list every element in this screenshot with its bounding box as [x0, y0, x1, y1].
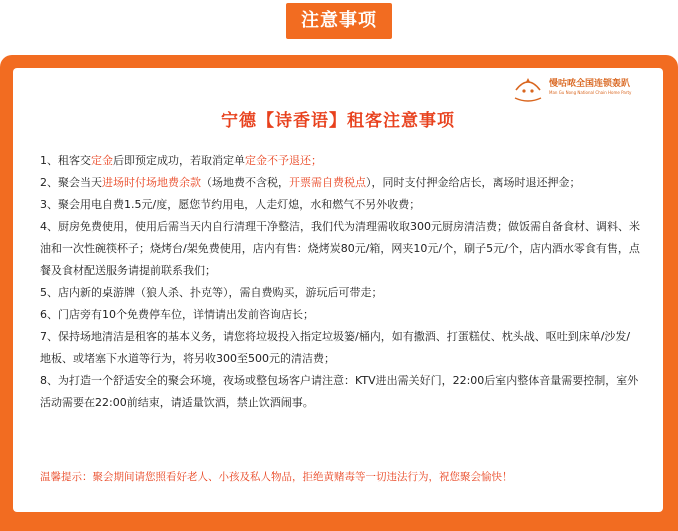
- rule-item: [40, 150, 640, 172]
- rule-emphasis-text: 进场时付场地费余款: [102, 176, 201, 189]
- rule-text: 8、为打造一个舒适安全的聚会环境，夜场或整包场客户请注意：KTV进出需关好门，22:00后室内整体音量需要控制，室外活动需要在22:00前结束，请适量饮酒，禁止饮酒闹事。: [40, 374, 639, 409]
- notice-card: [13, 68, 663, 512]
- rule-text: 2、聚会当天: [40, 176, 102, 189]
- rule-item: [40, 194, 640, 216]
- rule-item: [40, 216, 640, 282]
- brand-logo-mark-icon: [511, 76, 545, 102]
- brand-name: 慢咕哝全国连锁轰趴: [549, 79, 631, 89]
- rule-item: [40, 172, 640, 194]
- warm-tip: 温馨提示：聚会期间请您照看好老人、小孩及私人物品，拒绝黄赌毒等一切违法行为，祝您聚会愉快！: [40, 471, 513, 483]
- rule-text: 7、保持场地清洁是租客的基本义务，请您将垃圾投入指定垃圾篓/桶内，如有撒酒、打蛋糕仗、枕头战、呕吐到床单/沙发/地板、或堵塞下水道等行为，将另收300至500元的清洁费；: [40, 330, 631, 365]
- rule-item: [40, 282, 640, 304]
- rule-item: [40, 370, 640, 414]
- rule-item: [40, 326, 640, 370]
- rule-emphasis-text: 定金不予退还；: [245, 154, 322, 167]
- rule-text: 1、租客交: [40, 154, 91, 167]
- rule-text: ），同时支付押金给店长，离场时退还押金；: [366, 176, 581, 189]
- section-header-tab: 注意事项: [286, 3, 392, 39]
- brand-tagline: Man Gu Nong National Chain Home Party: [549, 90, 632, 95]
- rule-item: [40, 304, 640, 326]
- rule-text: 4、厨房免费使用，使用后需当天内自行清理干净整洁，我们代为清理需收取300元厨房清洁费；做饭需自备食材、调料、米油和一次性碗筷杯子；烧烤台/架免费使用，店内有售：烧烤炭80元/箱，网夹10元/个，刷子5元/个，店内酒水零食有售，点餐及食材配送服务请提前联系我们；: [40, 220, 640, 277]
- brand-logo: [511, 74, 651, 104]
- rule-text: 后即预定成功，若取消定单: [113, 154, 245, 167]
- rules-list: [40, 150, 640, 414]
- rule-text: 3、聚会用电自费1.5元/度，愿您节约用电，人走灯熄，水和燃气不另外收费；: [40, 198, 421, 211]
- page-title: 宁德【诗香语】租客注意事项: [221, 111, 455, 131]
- rule-text: 5、店内新的桌游牌（狼人杀、扑克等），需自费购买，游玩后可带走；: [40, 286, 383, 299]
- rule-emphasis-text: 定金: [91, 154, 113, 167]
- rule-text: 6、门店旁有10个免费停车位，详情请出发前咨询店长；: [40, 308, 314, 321]
- rule-emphasis-text: 开票需自费税点: [289, 176, 366, 189]
- rule-text: （场地费不含税，: [201, 176, 289, 189]
